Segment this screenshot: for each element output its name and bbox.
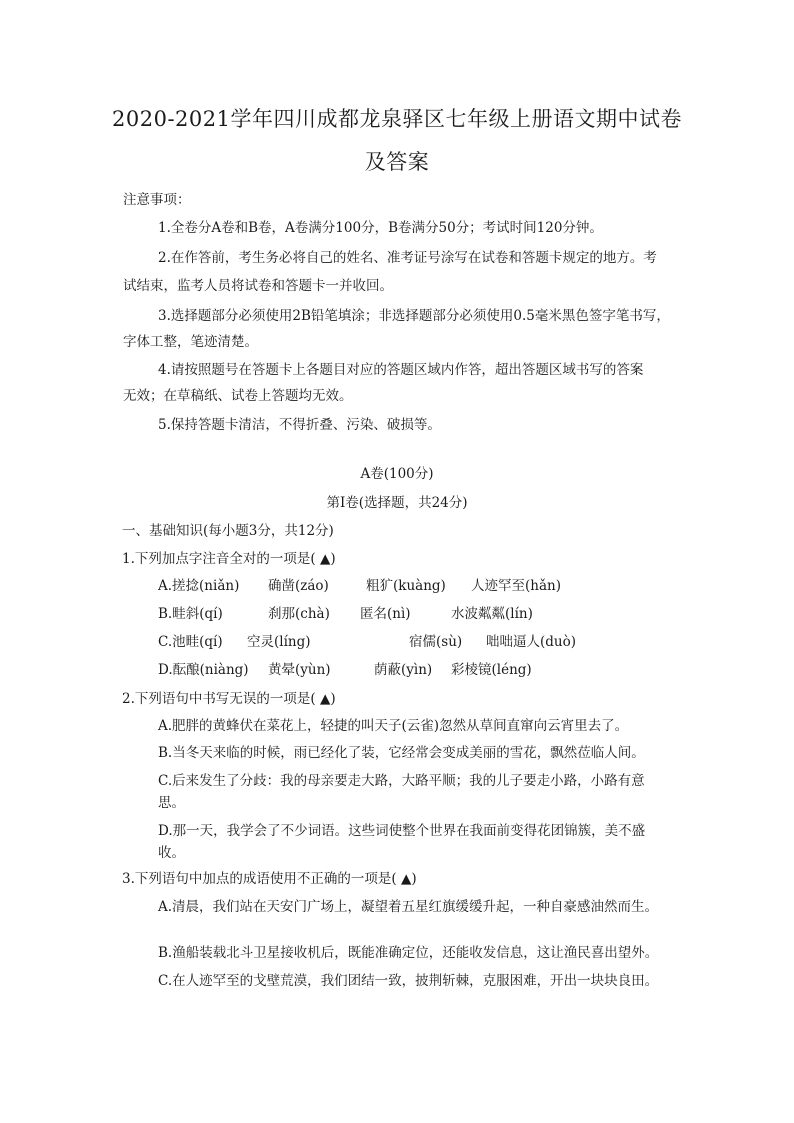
notice-item-cont: 字体工整，笔迹清楚。 bbox=[123, 334, 258, 350]
q1-option-d-2: 黄晕(yùn) bbox=[268, 662, 331, 678]
q3-option-line: B.渔船装载北斗卫星接收机后，既能准确定位，还能收发信息，这让渔民喜出望外。 bbox=[158, 945, 659, 961]
notice-item: 5.保持答题卡清洁，不得折叠、污染、破损等。 bbox=[158, 417, 441, 433]
notice-item-cont: 试结束，监考人员将试卷和答题卡一并收回。 bbox=[123, 278, 393, 294]
q1-option-a-4: 人迹罕至(hǎn) bbox=[471, 578, 561, 594]
exam-title-line2: 及答案 bbox=[364, 150, 430, 174]
q1-option-a-3: 粗犷(kuàng) bbox=[366, 578, 446, 594]
question-3-stem: 3.下列语句中加点的成语使用不正确的一项是( ▲) bbox=[122, 871, 417, 887]
q1-option-c-4: 咄咄逼人(duò) bbox=[486, 634, 576, 650]
q2-option-line: A.肥胖的黄蜂伏在菜花上，轻捷的叫天子(云雀)忽然从草间直窜向云宵里去了。 bbox=[158, 718, 629, 734]
q1-option-b-2: 刹那(chà) bbox=[268, 606, 330, 622]
q1-option-d-3: 荫蔽(yìn) bbox=[374, 662, 433, 678]
notice-item-cont: 无效；在草稿纸、试卷上答题均无效。 bbox=[123, 388, 353, 404]
q2-option-line-cont: 收。 bbox=[158, 845, 185, 861]
notice-item: 3.选择题部分必须使用2B铅笔填涂；非选择题部分必须使用0.5毫米黑色签字笔书写， bbox=[158, 308, 670, 324]
q1-option-b-3: 匿名(nì) bbox=[360, 606, 411, 622]
q1-option-c-1: C.池畦(qí) bbox=[158, 634, 223, 650]
q2-option-line: D.那一天，我学会了不少词语。这些词使整个世界在我面前变得花团锦簇，美不盛 bbox=[158, 823, 646, 839]
notice-heading: 注意事项： bbox=[123, 192, 191, 208]
q2-option-line: B.当冬天来临的时候，雨已经化了装，它经常会变成美丽的雪花，飘然莅临人间。 bbox=[158, 745, 645, 761]
paper-a-heading: A卷(100分) bbox=[360, 466, 434, 482]
q1-option-c-2: 空灵(líng) bbox=[247, 634, 311, 650]
question-1-stem: 1.下列加点字注音全对的一项是( ▲) bbox=[122, 551, 336, 567]
part-1-heading: 第Ⅰ卷(选择题，共24分) bbox=[326, 495, 468, 511]
notice-item: 4.请按照题号在答题卡上各题目对应的答题区域内作答，超出答题区域书写的答案 bbox=[158, 362, 644, 378]
q1-option-a-2: 确凿(záo) bbox=[268, 578, 329, 594]
q1-option-b-4: 水波粼粼(lín) bbox=[451, 606, 533, 622]
exam-title-line1: 2020-2021学年四川成都龙泉驿区七年级上册语文期中试卷 bbox=[112, 107, 682, 131]
q2-option-line-cont: 思。 bbox=[158, 795, 185, 811]
q1-option-a-1: A.搓捻(niǎn) bbox=[158, 578, 240, 594]
section-heading: 一、基础知识(每小题3分，共12分) bbox=[122, 523, 334, 539]
q3-option-line: A.清晨，我们站在天安门广场上，凝望着五星红旗缓缓升起，一种自豪感油然而生。 bbox=[158, 899, 659, 915]
q1-option-b-1: B.畦斜(qí) bbox=[158, 606, 223, 622]
q1-option-d-4: 彩棱镜(léng) bbox=[451, 662, 532, 678]
notice-item: 1.全卷分A卷和B卷，A卷满分100分，B卷满分50分；考试时间120分钟。 bbox=[158, 220, 603, 236]
q2-option-line: C.后来发生了分歧：我的母亲要走大路，大路平顺；我的儿子要走小路，小路有意 bbox=[158, 773, 645, 789]
q1-option-d-1: D.酝酿(niàng) bbox=[158, 662, 249, 678]
q3-option-line: C.在人迹罕至的戈壁荒漠，我们团结一致，披荆斩棘，克服困难，开出一块块良田。 bbox=[158, 973, 659, 989]
notice-item: 2.在作答前，考生务必将自己的姓名、准考证号涂写在试卷和答题卡规定的地方。考 bbox=[158, 250, 657, 266]
q1-option-c-3: 宿儒(sù) bbox=[409, 634, 463, 650]
question-2-stem: 2.下列语句中书写无误的一项是( ▲) bbox=[122, 691, 336, 707]
